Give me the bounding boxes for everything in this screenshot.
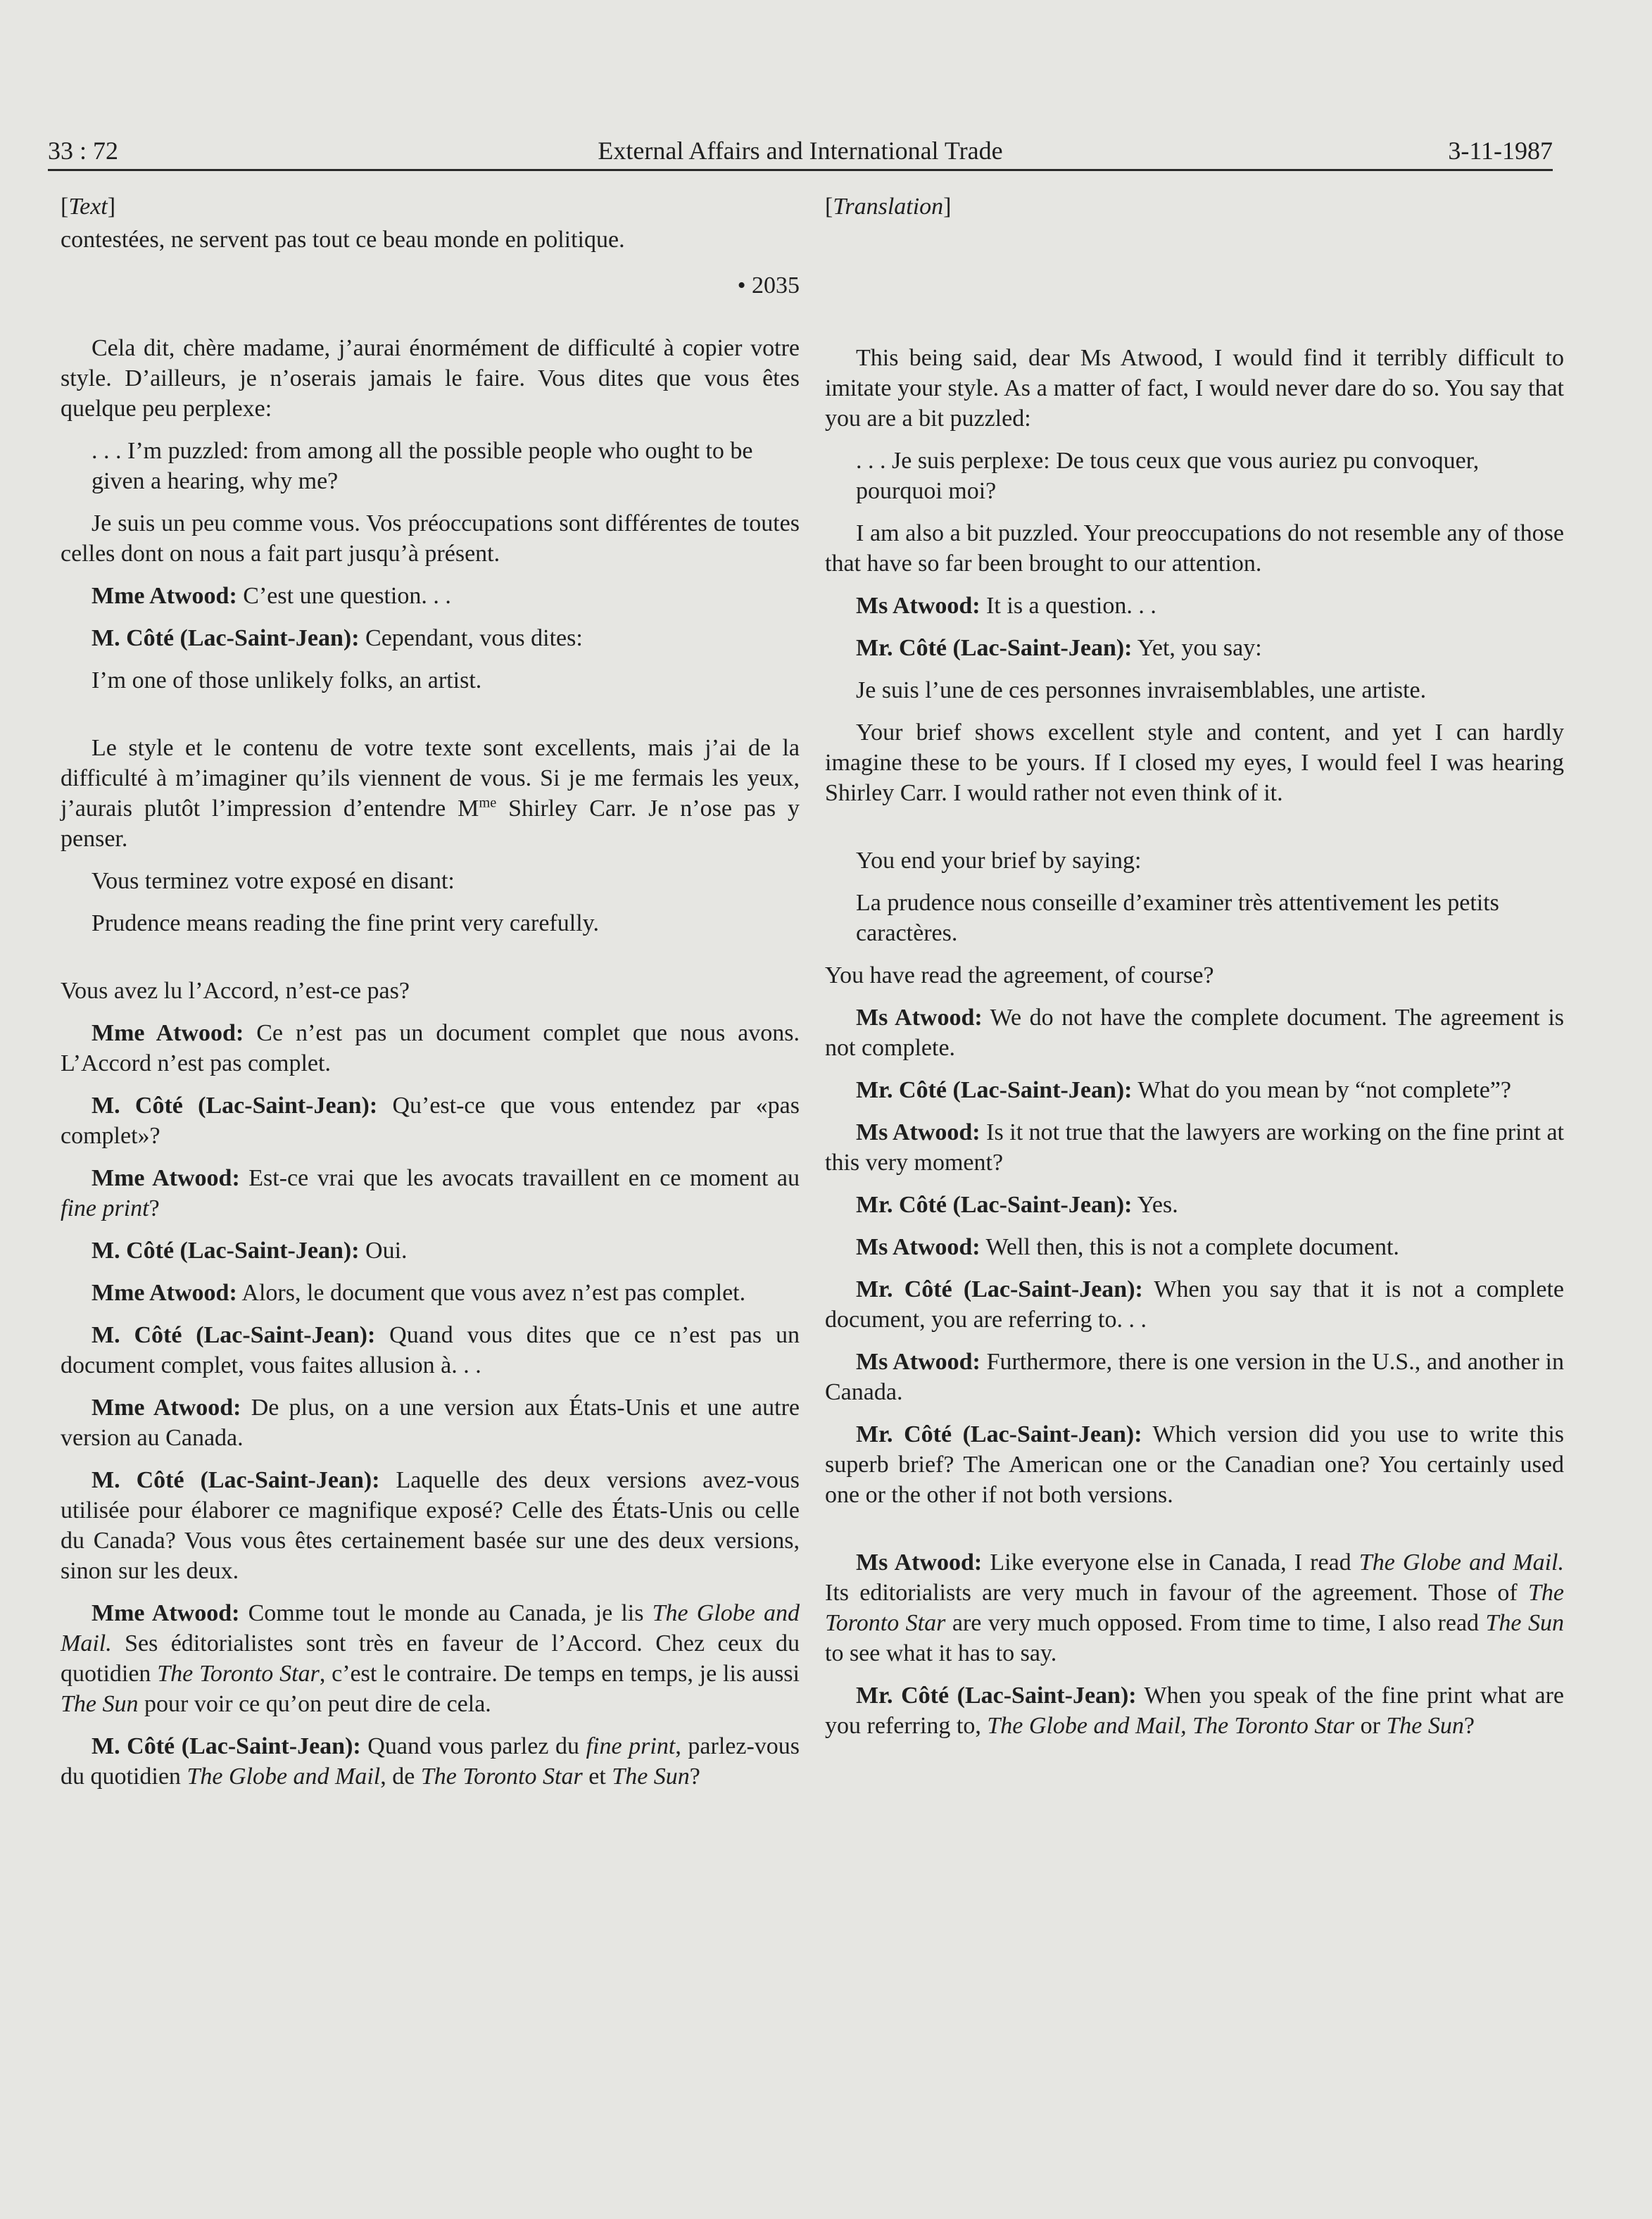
speech-turn: M. Côté (Lac-Saint-Jean): Laquelle des deux versions avez-vous utilisée pour élaborer ce magnifique exposé? Celle des États-Unis ou celle du Canada? Vous vous êtes certainement basée sur une des deux versions, sinon sur les deux.: [61, 1467, 800, 1584]
speaker-name: M. Côté (Lac-Saint-Jean):: [92, 625, 360, 651]
speaker-name: Mme Atwood:: [92, 1020, 244, 1046]
speaker-name: Mme Atwood:: [92, 1165, 240, 1191]
speech-turn: Mme Atwood: Comme tout le monde au Canada, je lis The Globe and Mail. Ses éditorialistes sont très en faveur de l’Accord. Chez ceux du quotidien The Toronto Star, c’est le contraire. De temps en temps, je lis aussi The Sun pour voir ce qu’on peut dire de cela.: [61, 1600, 800, 1717]
speaker-name: Mr. Côté (Lac-Saint-Jean):: [856, 635, 1133, 661]
speaker-name: Ms Atwood:: [856, 1005, 983, 1031]
page-header: [48, 132, 1553, 171]
speaker-name: Ms Atwood:: [856, 1234, 981, 1260]
speech-turn: M. Côté (Lac-Saint-Jean): Quand vous dites que ce n’est pas un document complet, vous faites allusion à. . .: [61, 1322, 800, 1378]
quotation: I’m one of those unlikely folks, an artist.: [92, 667, 482, 693]
speech-turn: M. Côté (Lac-Saint-Jean): Oui.: [92, 1238, 408, 1264]
speaker-name: Mme Atwood:: [92, 583, 237, 609]
left-column: [61, 191, 800, 1804]
speech-turn: Mr. Côté (Lac-Saint-Jean): Yet, you say:: [856, 635, 1262, 661]
speech-turn: M. Côté (Lac-Saint-Jean): Cependant, vous dites:: [92, 625, 583, 651]
section-tag-text: [Text]: [61, 194, 116, 220]
speech-turn: Mme Atwood: Est-ce vrai que les avocats travaillent en ce moment au fine print?: [61, 1165, 800, 1221]
speaker-name: M. Côté (Lac-Saint-Jean):: [92, 1322, 376, 1348]
speech-turn: Ms Atwood: Like everyone else in Canada, I read The Globe and Mail. Its editorialists are very much in favour of the agreement. Those of The Toronto Star are very much opposed. From time to time, I also read The Sun to see what it has to say.: [825, 1549, 1565, 1666]
speaker-name: Mme Atwood:: [92, 1395, 241, 1421]
speech-turn: Ms Atwood: Is it not true that the lawyers are working on the fine print at this very moment?: [825, 1119, 1565, 1176]
speech-turn: Ms Atwood: It is a question. . .: [856, 593, 1156, 619]
right-column: [825, 191, 1564, 1753]
speaker-name: Mr. Côté (Lac-Saint-Jean):: [856, 1077, 1133, 1103]
paragraph: I am also a bit puzzled. Your preoccupations do not resemble any of those that have so far been brought to our attention.: [825, 520, 1564, 577]
speaker-name: Ms Atwood:: [856, 1549, 983, 1576]
speaker-name: Mr. Côté (Lac-Saint-Jean):: [856, 1421, 1142, 1447]
section-tag-translation: [Translation]: [825, 194, 952, 220]
paragraph: You end your brief by saying:: [856, 848, 1142, 874]
speech-turn: Mr. Côté (Lac-Saint-Jean): Which version did you use to write this superb brief? The American one or the Canadian one? You certainly used one or the other if not both versions.: [825, 1421, 1564, 1508]
speech-turn: Ms Atwood: Furthermore, there is one version in the U.S., and another in Canada.: [825, 1349, 1564, 1405]
speaker-name: M. Côté (Lac-Saint-Jean):: [92, 1238, 360, 1264]
paragraph: Cela dit, chère madame, j’aurai énormément de difficulté à copier votre style. D’ailleurs, je n’oserais jamais le faire. Vous dites que vous êtes quelque peu perplexe:: [61, 335, 800, 422]
paragraph: Je suis un peu comme vous. Vos préoccupations sont différentes de toutes celles dont on nous a fait part jusqu’à présent.: [61, 510, 800, 567]
speaker-name: Mr. Côté (Lac-Saint-Jean):: [856, 1192, 1133, 1218]
paragraph: This being said, dear Ms Atwood, I would find it terribly difficult to imitate your style. As a matter of fact, I would never dare do so. You say that you are a bit puzzled:: [825, 345, 1564, 432]
paragraph: Vous terminez votre exposé en disant:: [92, 868, 455, 894]
time-marker: • 2035: [737, 272, 800, 298]
speaker-name: M. Côté (Lac-Saint-Jean):: [92, 1093, 378, 1119]
speaker-name: M. Côté (Lac-Saint-Jean):: [92, 1467, 380, 1493]
page-number: 33 : 72: [48, 137, 119, 165]
paragraph: Le style et le contenu de votre texte sont excellents, mais j’ai de la difficulté à m’imaginer qu’ils viennent de vous. Si je me fermais les yeux, j’aurais plutôt l’impression d’entendre $M^{me}$ Shirley Carr. Je n’ose pas y penser.: [61, 735, 800, 852]
speech-turn: Mme Atwood: Ce n’est pas un document complet que nous avons. L’Accord n’est pas complet.: [61, 1020, 800, 1076]
page-date: 3-11-1987: [1448, 137, 1553, 165]
quotation: . . . Je suis perplexe: De tous ceux que vous auriez pu convoquer, pourquoi moi?: [856, 448, 1480, 504]
speech-turn: Ms Atwood: We do not have the complete document. The agreement is not complete.: [825, 1005, 1564, 1061]
quotation: . . . I’m puzzled: from among all the possible people who ought to be given a hearing, why me?: [92, 438, 753, 494]
quotation: Prudence means reading the fine print very carefully.: [92, 910, 599, 936]
page-title: External Affairs and International Trade: [598, 137, 1003, 165]
speech-turn: Mr. Côté (Lac-Saint-Jean): When you speak of the fine print what are you referring to, The Globe and Mail, The Toronto Star or The Sun?: [825, 1683, 1564, 1739]
quotation: La prudence nous conseille d’examiner très attentivement les petits caractères.: [856, 890, 1499, 946]
speaker-name: Mr. Côté (Lac-Saint-Jean):: [856, 1276, 1143, 1302]
speech-turn: M. Côté (Lac-Saint-Jean): Quand vous parlez du fine print, parlez-vous du quotidien The Globe and Mail, de The Toronto Star et The Sun?: [61, 1733, 800, 1790]
speech-turn: Mme Atwood: C’est une question. . .: [92, 583, 451, 609]
paragraph: You have read the agreement, of course?: [825, 962, 1214, 988]
speaker-name: M. Côté (Lac-Saint-Jean):: [92, 1733, 361, 1759]
paragraph: contestées, ne servent pas tout ce beau monde en politique.: [61, 227, 625, 253]
paragraph: Vous avez lu l’Accord, n’est-ce pas?: [61, 978, 410, 1004]
speaker-name: Ms Atwood:: [856, 1349, 981, 1375]
speaker-name: Mme Atwood:: [92, 1600, 240, 1626]
speech-turn: Ms Atwood: Well then, this is not a complete document.: [856, 1234, 1399, 1260]
speaker-name: Ms Atwood:: [856, 593, 981, 619]
speaker-name: Mme Atwood:: [92, 1280, 237, 1306]
speech-turn: Mr. Côté (Lac-Saint-Jean): Yes.: [856, 1192, 1178, 1218]
speech-turn: Mme Atwood: De plus, on a une version aux États-Unis et une autre version au Canada.: [61, 1395, 800, 1451]
speech-turn: Mr. Côté (Lac-Saint-Jean): What do you mean by “not complete”?: [856, 1077, 1511, 1103]
speech-turn: M. Côté (Lac-Saint-Jean): Qu’est-ce que vous entendez par «pas complet»?: [61, 1093, 800, 1149]
speaker-name: Mr. Côté (Lac-Saint-Jean):: [856, 1683, 1137, 1709]
speech-turn: Mme Atwood: Alors, le document que vous avez n’est pas complet.: [92, 1280, 746, 1306]
speaker-name: Ms Atwood:: [856, 1119, 981, 1145]
speech-turn: Mr. Côté (Lac-Saint-Jean): When you say that it is not a complete document, you are referring to. . .: [825, 1276, 1564, 1333]
quotation: Je suis l’une de ces personnes invraisemblables, une artiste.: [856, 677, 1427, 703]
paragraph: Your brief shows excellent style and content, and yet I can hardly imagine these to be yours. If I closed my eyes, I would feel I was hearing Shirley Carr. I would rather not even think of it.: [825, 719, 1564, 806]
